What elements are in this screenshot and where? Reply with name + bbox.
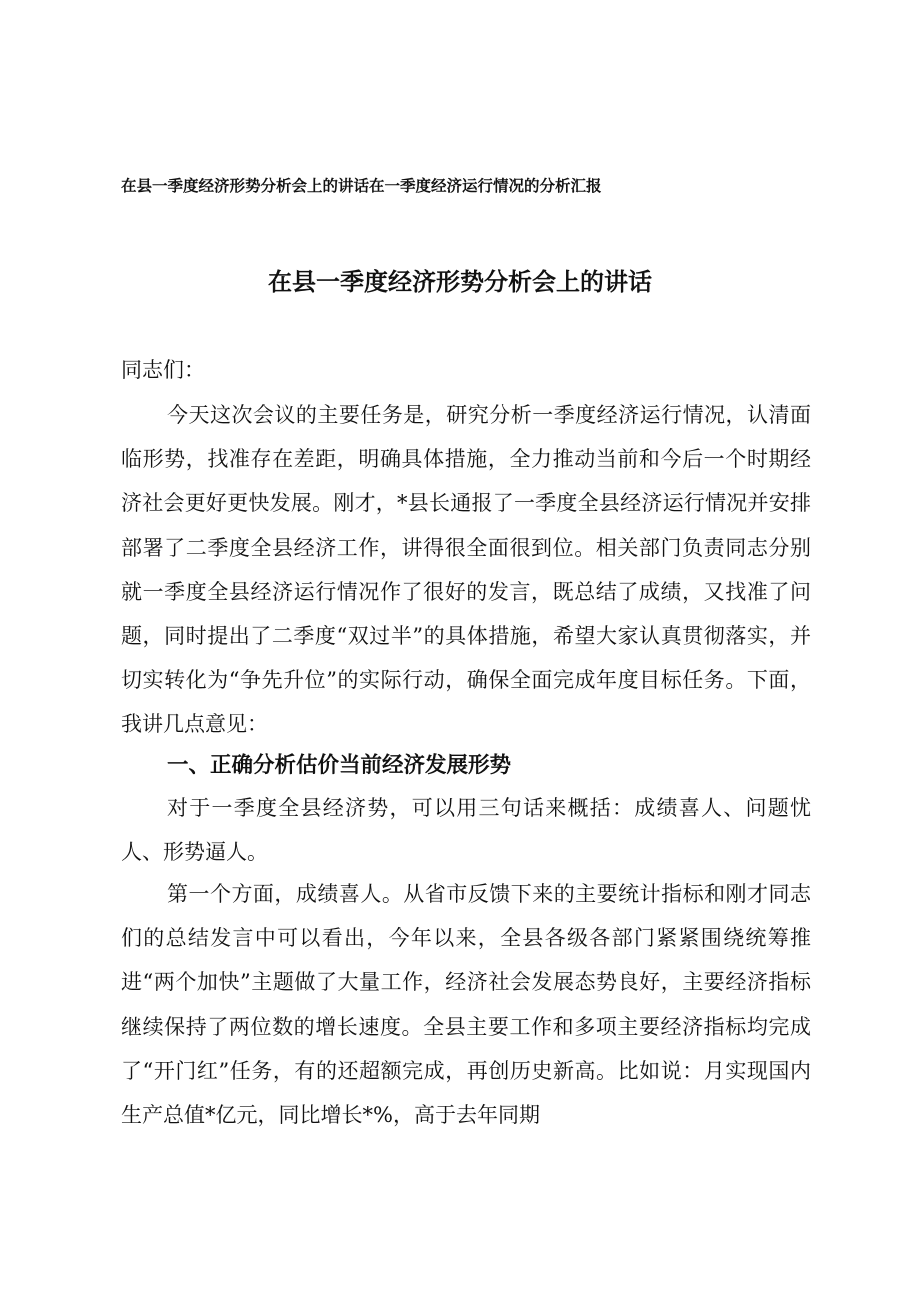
running-head: 在县一季度经济形势分析会上的讲话在一季度经济运行情况的分析汇报 <box>121 177 602 195</box>
salutation: 同志们： <box>121 358 205 382</box>
paragraph-intro: 今天这次会议的主要任务是，研究分析一季度经济运行情况，认清面临形势，找准存在差距，明确具体措施，全力推动当前和今后一个时期经济社会更好更快发展。刚才，*县长通报了一季度全县经济运行情况并安排部署了二季度全县经济工作，讲得很全面很到位。相关部门负责同志分别就一季度全县经济运行情况作了很好的发言，既总结了成绩，又找准了问题，同时提出了二季度“双过半”的具体措施，希望大家认真贯彻落实，并切实转化为“争先升位”的实际行动，确保全面完成年度目标任务。下面，我讲几点意见： <box>121 403 811 737</box>
paragraph-summary: 对于一季度全县经济势，可以用三句话来概括：成绩喜人、问题忧人、形势逼人。 <box>121 796 811 865</box>
section-heading: 一、正确分析估价当前经济发展形势 <box>167 753 512 778</box>
document-title: 在县一季度经济形势分析会上的讲话 <box>268 268 652 296</box>
paragraph-achievements: 第一个方面，成绩喜人。从省市反馈下来的主要统计指标和刚才同志们的总结发言中可以看出，今年以来，全县各级各部门紧紧围绕统筹推进“两个加快”主题做了大量工作，经济社会发展态势良好，主要经济指标继续保持了两位数的增长速度。全县主要工作和多项主要经济指标均完成了“开门红”任务，有的还超额完成，再创历史新高。比如说：月实现国内生产总值*亿元，同比增长*%，高于去年同期 <box>121 882 811 1128</box>
